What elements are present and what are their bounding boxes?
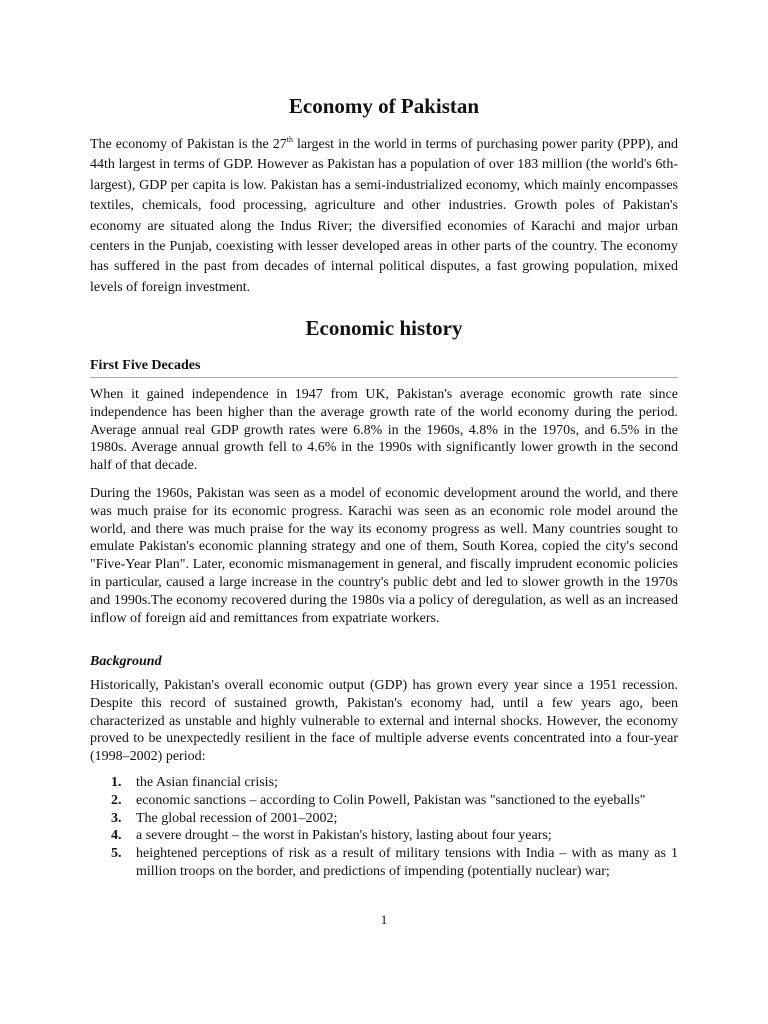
list-item-number: 1. — [111, 775, 122, 790]
ordinal-superscript: th — [286, 135, 293, 144]
document-page — [90, 0, 678, 1024]
paragraph-1960s-model: During the 1960s, Pakistan was seen as a model of economic development around the world, and there was much praise for its economic progress. Karachi was seen as an economic role model around the world, and there was much praise for the way its economy progress as well. Many countries sought to emulate Pakistan's economic planning strategy and one of them, South Korea, copied the city's second "Five-Year Plan". Later, economic mismanagement in general, and fiscally imprudent economic policies in particular, caused a large increase in the country's public debt and led to slower growth in the 1970s and 1990s.The economy recovered during the 1980s via a policy of deregulation, as well as an increased inflow of foreign aid and remittances from expatriate workers. — [90, 486, 678, 626]
list-item-text: The global recession of 2001–2002; — [136, 810, 338, 826]
list-item — [90, 810, 678, 828]
subsection-heading-first-five-decades: First Five Decades — [90, 357, 678, 378]
list-item-number: 5. — [111, 846, 122, 862]
list-item-text: a severe drought – the worst in Pakistan's history, lasting about four years; — [136, 828, 552, 844]
intro-text-start: The economy of Pakistan is the 27 — [90, 137, 287, 152]
list-item-number: 4. — [111, 828, 122, 844]
page-number: 1 — [380, 912, 388, 927]
list-item-number: 2. — [111, 792, 122, 808]
paragraph-background: Historically, Pakistan's overall economic output (GDP) has grown every year since a 1951 recession. Despite this record of sustained growth, Pakistan's economy had, until a few years ago, been characterized as unstable and highly vulnerable to external and internal shocks. However, the economy proved to be unexpectedly resilient in the face of multiple adverse events concentrated into a four-year (1998–2002) period: — [90, 678, 678, 765]
document-title: Economy of Pakistan — [288, 94, 480, 118]
list-item — [90, 774, 678, 792]
background-heading: Background — [90, 654, 162, 669]
list-item-text: the Asian financial crisis; — [136, 775, 278, 790]
intro-paragraph — [90, 135, 678, 298]
paragraph-independence-growth: When it gained independence in 1947 from UK, Pakistan's average economic growth rate since independence has been higher than the average growth rate of the world economy during the period. Average annual real GDP growth rates were 6.8% in the 1960s, 4.8% in the 1970s, and 6.5% in the 1980s. Average annual growth fell to 4.6% in the 1990s with significantly lower growth in the second half of that decade. — [90, 387, 678, 474]
list-item-text: economic sanctions – according to Colin Powell, Pakistan was "sanctioned to the eyeballs" — [136, 792, 646, 808]
list-item — [90, 792, 678, 810]
list-item — [90, 845, 678, 881]
section-heading-economic-history: Economic history — [305, 316, 463, 340]
adverse-events-list — [90, 774, 678, 881]
intro-text-rest: largest in the world in terms of purchasing power parity (PPP), and 44th largest in terms of GDP. However as Pakistan has a population of over 183 million (the world's 6th-largest), GDP per capita is low. Pakistan has a semi-industrialized economy, which mainly encompasses textiles, chemicals, food processing, agriculture and other industries. Growth poles of Pakistan's economy are situated along the Indus River; the diversified economies of Karachi and major urban centers in the Punjab, coexisting with lesser developed areas in other parts of the country. The economy has suffered in the past from decades of internal political disputes, a fast growing population, mixed levels of foreign investment. — [90, 137, 678, 295]
list-item-text: heightened perceptions of risk as a result of military tensions with India – with as many as 1 million troops on the border, and predictions of impending (potentially nuclear) war; — [136, 846, 678, 879]
list-item-number: 3. — [111, 810, 122, 826]
list-item — [90, 827, 678, 845]
